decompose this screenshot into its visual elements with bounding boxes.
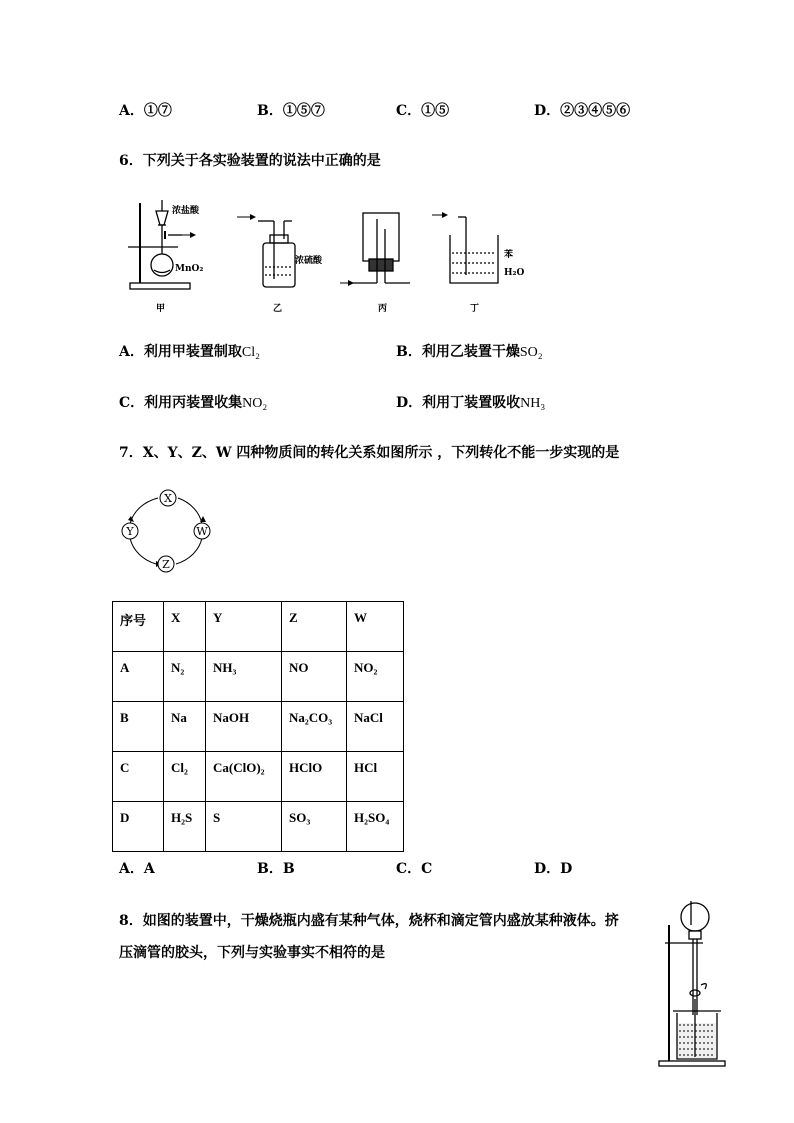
table-header-cell: Z: [282, 602, 347, 652]
cycle-node-x: X: [164, 492, 172, 505]
table-cell: NaCl: [347, 702, 404, 752]
table-header-row: [113, 602, 404, 652]
q7-table: [112, 601, 404, 852]
q6-option-a: A．利用甲装置制取Cl₂: [119, 344, 260, 360]
table-cell: C: [113, 752, 164, 802]
table-header-cell: 序号: [113, 602, 164, 652]
label-conc-h2so4: 浓硫酸: [295, 256, 323, 266]
apparatus-bing: [350, 213, 410, 283]
arrow-icon: [348, 280, 354, 286]
label-jia: 甲: [156, 304, 166, 314]
q7-option-a: A．A: [119, 861, 155, 877]
cycle-node-w: W: [196, 525, 208, 538]
q8-fountain-apparatus: [655, 895, 735, 1070]
table-header-cell: X: [164, 602, 206, 652]
label-mno2: MnO₂: [175, 264, 204, 274]
q6-option-d: D．利用丁装置吸收NH₃: [396, 395, 546, 411]
apparatus-ding: [450, 217, 498, 283]
label-benzene: 苯: [504, 250, 514, 260]
table-cell: D: [113, 802, 164, 852]
q6-apparatus-figure: [120, 195, 540, 320]
q5-option-c: C．①⑤: [396, 103, 450, 119]
cycle-node-y: Y: [126, 525, 134, 538]
table-cell: HClO: [282, 752, 347, 802]
table-cell: Na: [164, 702, 206, 752]
table-row: [113, 752, 404, 802]
table-cell: NaOH: [206, 702, 282, 752]
arrow-icon: [442, 212, 448, 218]
q6-option-b: B．利用乙装置干燥SO₂: [396, 344, 543, 360]
table-cell: Cl₂: [164, 752, 206, 802]
arrow-icon: [250, 214, 256, 220]
table-cell: SO₃: [282, 802, 347, 852]
label-bing: 丙: [378, 304, 388, 314]
apparatus-yi: [258, 221, 295, 287]
cycle-node-z: Z: [162, 558, 170, 571]
table-cell: Ca(ClO)₂: [206, 752, 282, 802]
q5-option-d: D．②③④⑤⑥: [534, 103, 631, 119]
q6-stem: 6．下列关于各实验装置的说法中正确的是: [119, 153, 381, 169]
table-row: [113, 652, 404, 702]
table-header-cell: Y: [206, 602, 282, 652]
q7-cycle-diagram: [118, 486, 218, 576]
label-water: H₂O: [504, 268, 525, 278]
table-cell: A: [113, 652, 164, 702]
table-cell: N₂: [164, 652, 206, 702]
table-cell: NH₃: [206, 652, 282, 702]
q7-option-c: C．C: [396, 861, 433, 877]
table-cell: NO₂: [347, 652, 404, 702]
table-row: [113, 802, 404, 852]
q7-option-b: B．B: [257, 861, 295, 877]
table-cell: H₂S: [164, 802, 206, 852]
q7-option-d: D．D: [534, 861, 573, 877]
q5-option-b: B．①⑤⑦: [257, 103, 325, 119]
q8-stem-line2: 压滴管的胶头，下列与实验事实不相符的是: [119, 945, 385, 961]
q7-stem: 7．X、Y、Z、W 四种物质间的转化关系如图所示 ，下列转化不能一步实现的是: [119, 445, 620, 461]
q5-option-a: A．①⑦: [119, 103, 172, 119]
label-ding: 丁: [470, 304, 480, 314]
q8-stem-line1: 8．如图的装置中，干燥烧瓶内盛有某种气体，烧杯和滴定管内盛放某种液体。挤: [119, 913, 619, 929]
table-cell: HCl: [347, 752, 404, 802]
table-cell: Na₂CO₃: [282, 702, 347, 752]
label-conc-hcl: 浓盐酸: [172, 206, 200, 216]
table-cell: NO: [282, 652, 347, 702]
table-row: [113, 702, 404, 752]
q6-option-c: C．利用丙装置收集NO₂: [119, 395, 268, 411]
table-header-cell: W: [347, 602, 404, 652]
table-cell: S: [206, 802, 282, 852]
label-yi: 乙: [273, 304, 283, 314]
table-cell: H₂SO₄: [347, 802, 404, 852]
arrow-icon: [190, 232, 196, 238]
table-cell: B: [113, 702, 164, 752]
